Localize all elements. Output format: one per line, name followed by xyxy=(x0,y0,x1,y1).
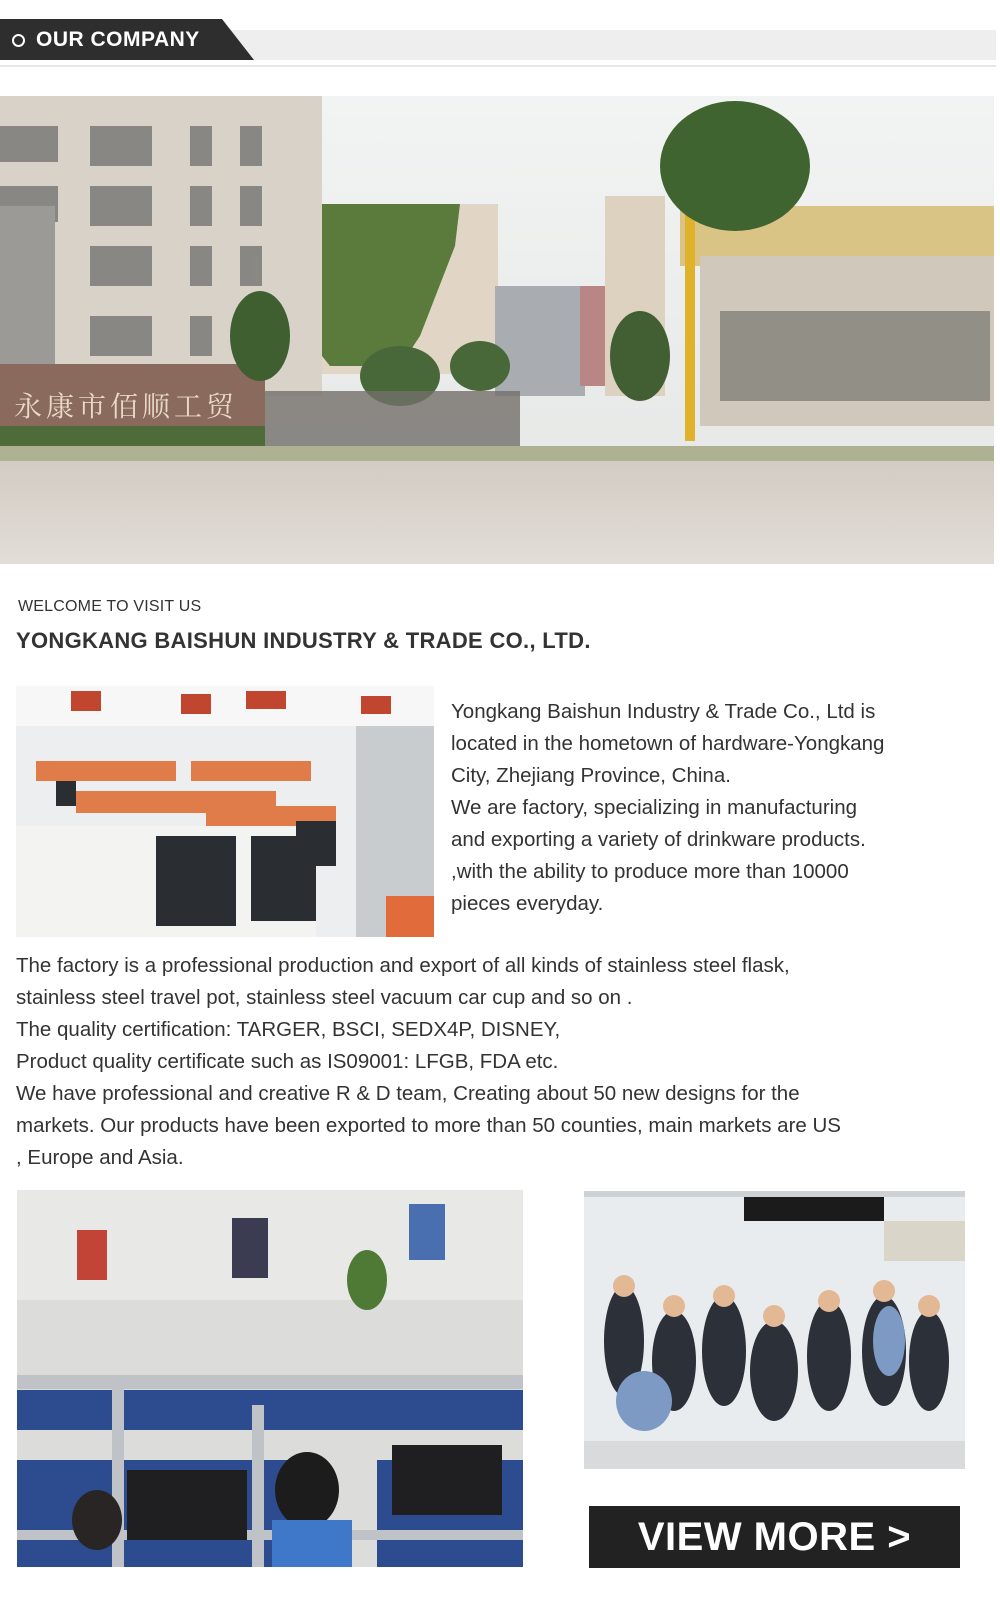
intro-line: We are factory, specializing in manufacturing xyxy=(451,796,858,819)
description-line: markets. Our products have been exported to more than 50 counties, main markets are US xyxy=(16,1114,841,1137)
circle-bullet-icon xyxy=(12,34,25,47)
description-line: , Europe and Asia. xyxy=(16,1146,184,1169)
description-line: Product quality certificate such as IS09001: LFGB, FDA etc. xyxy=(16,1050,559,1073)
section-header-divider xyxy=(0,65,996,67)
intro-line: Yongkang Baishun Industry & Trade Co., Ltd is xyxy=(451,700,876,723)
welcome-subtitle: WELCOME TO VISIT US xyxy=(18,598,202,615)
team-group-photo xyxy=(584,1191,965,1469)
company-description-text xyxy=(16,950,991,1174)
description-line: The quality certification: TARGER, BSCI, SEDX4P, DISNEY, xyxy=(16,1018,561,1041)
factory-sign-text: 永康市佰顺工贸 xyxy=(14,390,239,423)
description-line: The factory is a professional production and export of all kinds of stainless steel flask, xyxy=(16,954,790,977)
company-name-heading: YONGKANG BAISHUN INDUSTRY & TRADE CO., LTD. xyxy=(16,628,591,653)
company-intro-text xyxy=(451,696,981,920)
customer-service-office-photo xyxy=(17,1190,523,1567)
intro-line: and exporting a variety of drinkware products. xyxy=(451,828,866,851)
section-title: OUR COMPANY xyxy=(36,28,200,51)
view-more-button[interactable]: VIEW MORE > xyxy=(589,1506,960,1568)
description-line: stainless steel travel pot, stainless steel vacuum car cup and so on . xyxy=(16,986,633,1009)
factory-gate-photo xyxy=(0,96,994,564)
office-workspace-photo xyxy=(16,686,434,937)
intro-line: located in the hometown of hardware-Yongkang xyxy=(451,732,885,755)
intro-line: ,with the ability to produce more than 10000 xyxy=(451,860,849,883)
description-line: We have professional and creative R & D team, Creating about 50 new designs for the xyxy=(16,1082,800,1105)
intro-line: City, Zhejiang Province, China. xyxy=(451,764,731,787)
intro-line: pieces everyday. xyxy=(451,892,604,915)
